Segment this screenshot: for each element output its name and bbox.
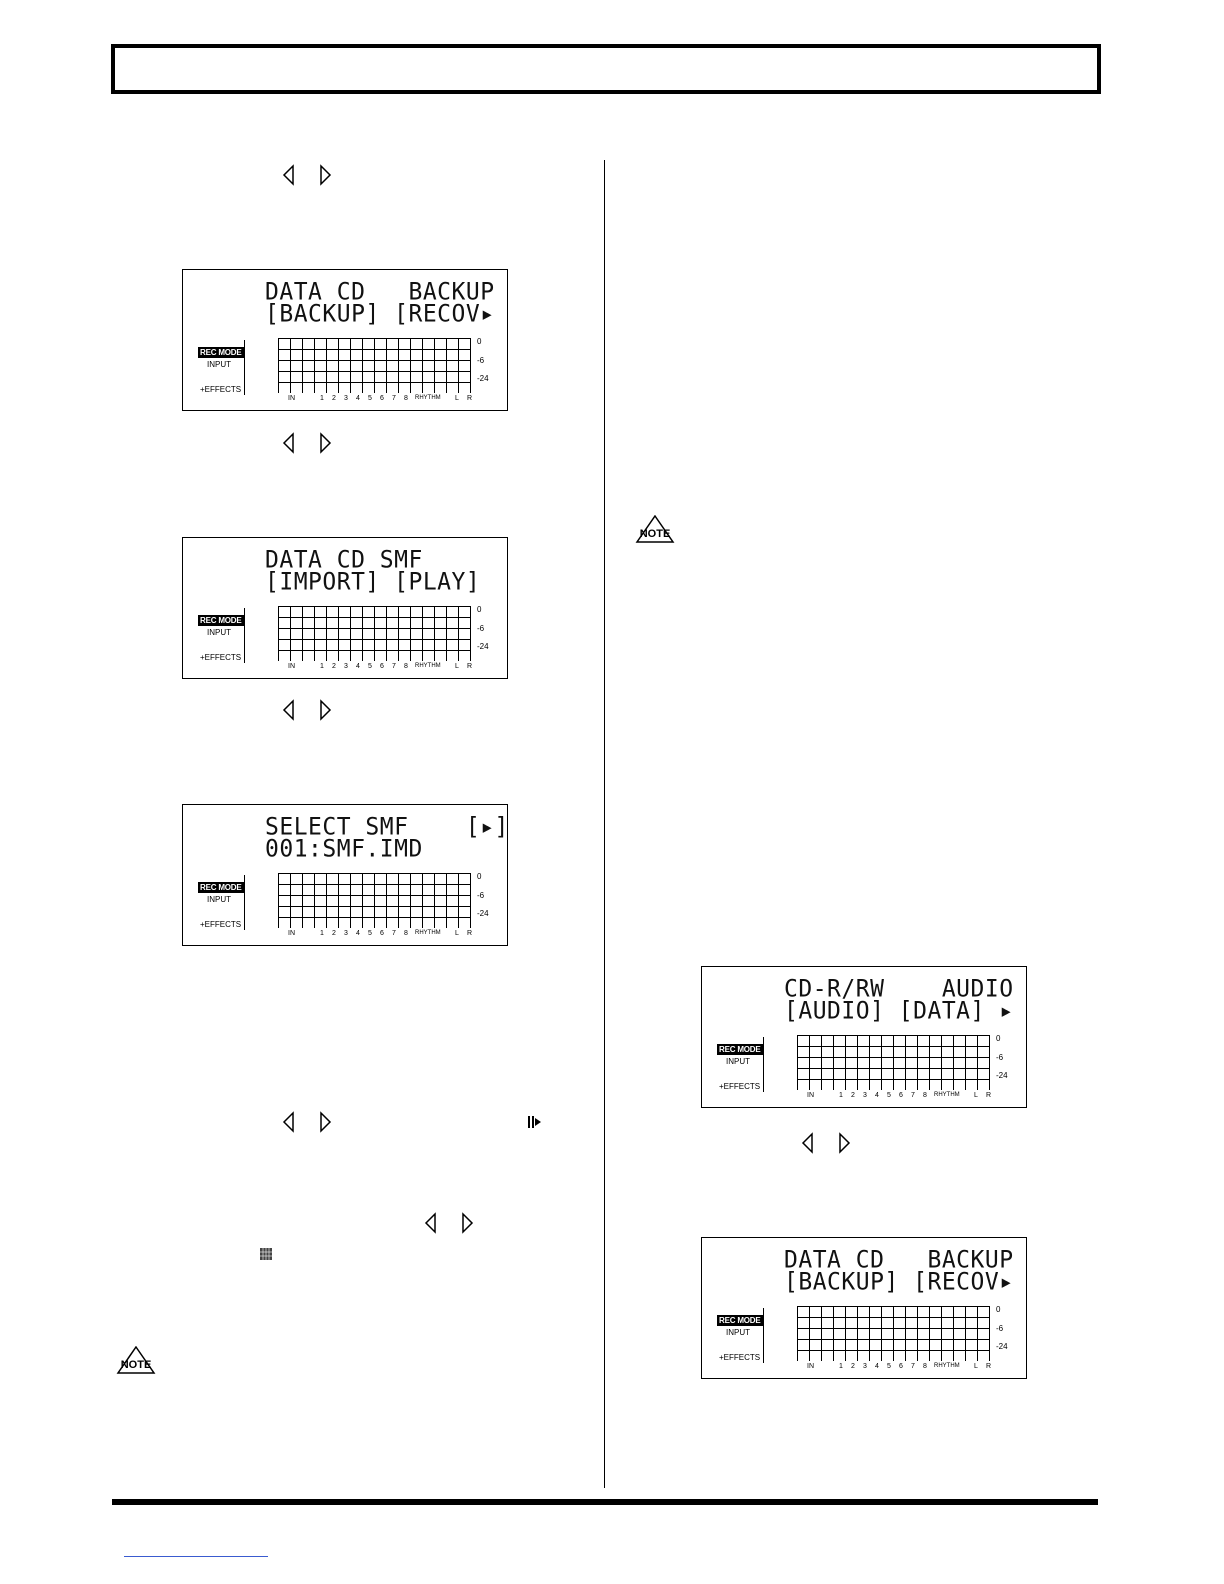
- block-icon: [260, 1248, 272, 1260]
- channel-label: 2: [851, 1363, 855, 1370]
- footer-rule: [112, 1499, 1098, 1505]
- channel-label: 2: [332, 930, 336, 937]
- cursor-left-icon: [284, 166, 293, 184]
- channel-label: 5: [887, 1363, 891, 1370]
- channel-label: 4: [356, 663, 360, 670]
- cursor-left-icon: [284, 701, 293, 719]
- lcd-line-1: SELECT SMF [▸]: [265, 813, 509, 841]
- channel-label: R: [986, 1092, 992, 1099]
- meter-scale-24: -24: [477, 909, 489, 918]
- lcd-line-2: [AUDIO] [DATA] ▸: [784, 997, 1014, 1025]
- channel-label: RHYTHM: [934, 1092, 960, 1098]
- effects-label: +EFFECTS: [719, 1082, 761, 1091]
- note-icon: [116, 1346, 156, 1374]
- cursor-right-icon: [463, 1214, 472, 1232]
- meter-scale-0: 0: [477, 872, 482, 881]
- lcd-line-2: [IMPORT] [PLAY]: [265, 568, 481, 596]
- channel-label: 5: [368, 663, 372, 670]
- cursor-left-icon: [803, 1134, 812, 1152]
- channel-label: 4: [875, 1363, 879, 1370]
- lcd-line-1: DATA CD BACKUP: [265, 278, 495, 306]
- channel-label: R: [467, 930, 473, 937]
- channel-label: 1: [839, 1363, 843, 1370]
- note-icon: [635, 515, 675, 543]
- channel-label: RHYTHM: [415, 395, 441, 401]
- channel-label: 4: [356, 395, 360, 402]
- channel-label: 7: [911, 1092, 915, 1099]
- channel-label: L: [455, 395, 459, 402]
- effects-label: +EFFECTS: [719, 1353, 761, 1362]
- input-label: INPUT: [726, 1057, 750, 1066]
- input-label: INPUT: [207, 360, 231, 369]
- channel-label: 7: [392, 395, 396, 402]
- meter-scale-6: -6: [477, 624, 485, 633]
- channel-label: L: [455, 663, 459, 670]
- meter-scale-0: 0: [996, 1305, 1001, 1314]
- channel-label: 6: [380, 663, 384, 670]
- meter-scale-24: -24: [477, 374, 489, 383]
- svg-text:NOTE: NOTE: [639, 528, 671, 540]
- lcd-line-2: 001:SMF.IMD: [265, 835, 423, 863]
- cursor-right-icon: [321, 701, 330, 719]
- mode-bar: [763, 1308, 764, 1363]
- channel-label: L: [974, 1092, 978, 1099]
- channel-label: 2: [332, 663, 336, 670]
- channel-label: 6: [899, 1092, 903, 1099]
- meter-scale-6: -6: [477, 356, 485, 365]
- channel-label: 5: [368, 395, 372, 402]
- cursor-right-icon: [840, 1134, 849, 1152]
- cursor-arrows: [280, 164, 340, 186]
- input-label: INPUT: [207, 628, 231, 637]
- cursor-right-icon: [321, 1113, 330, 1131]
- rec-mode-label: REC MODE: [200, 348, 242, 357]
- channel-label: RHYTHM: [415, 663, 441, 669]
- channel-label: 1: [320, 663, 324, 670]
- channel-label: RHYTHM: [415, 930, 441, 936]
- svg-text:NOTE: NOTE: [120, 1359, 152, 1371]
- effects-label: +EFFECTS: [200, 653, 242, 662]
- cursor-arrows: [799, 1132, 859, 1154]
- lcd-line-1: CD-R/RW AUDIO: [784, 975, 1014, 1003]
- rec-mode-label: REC MODE: [719, 1045, 761, 1054]
- footer-link-underline: [124, 1556, 268, 1557]
- mode-bar: [244, 608, 245, 663]
- lcd-screen-3: [182, 804, 508, 946]
- channel-label: 7: [392, 930, 396, 937]
- channel-label: 8: [404, 663, 408, 670]
- next-page-icon: [527, 1115, 543, 1129]
- channel-label: L: [455, 930, 459, 937]
- channel-label: 8: [404, 395, 408, 402]
- cursor-arrows: [280, 699, 340, 721]
- column-divider: [604, 160, 605, 1488]
- channel-label: IN: [807, 1092, 814, 1099]
- rec-mode-label: REC MODE: [719, 1316, 761, 1325]
- lcd-line-1: DATA CD BACKUP: [784, 1246, 1014, 1274]
- channel-label: IN: [288, 395, 295, 402]
- lcd-screen-4: [701, 966, 1027, 1108]
- meter-scale-0: 0: [477, 337, 482, 346]
- cursor-left-icon: [284, 434, 293, 452]
- cursor-right-icon: [321, 166, 330, 184]
- channel-label: 8: [404, 930, 408, 937]
- channel-label: 3: [344, 663, 348, 670]
- channel-label: 7: [911, 1363, 915, 1370]
- channel-label: 2: [851, 1092, 855, 1099]
- channel-label: 1: [320, 395, 324, 402]
- channel-label: R: [467, 395, 473, 402]
- level-meter-grid: [278, 338, 474, 393]
- channel-label: 3: [344, 395, 348, 402]
- mode-bar: [244, 875, 245, 930]
- rec-mode-label: REC MODE: [200, 616, 242, 625]
- channel-label: 3: [344, 930, 348, 937]
- lcd-screen-5: [701, 1237, 1027, 1379]
- input-label: INPUT: [207, 895, 231, 904]
- cursor-arrows: [280, 432, 340, 454]
- effects-label: +EFFECTS: [200, 385, 242, 394]
- channel-label: 1: [320, 930, 324, 937]
- channel-label: 2: [332, 395, 336, 402]
- lcd-line-1: DATA CD SMF: [265, 546, 423, 574]
- level-meter-grid: [797, 1306, 993, 1361]
- cursor-right-icon: [321, 434, 330, 452]
- cursor-arrows: [280, 1111, 340, 1133]
- mode-bar: [244, 340, 245, 395]
- channel-label: IN: [807, 1363, 814, 1370]
- channel-label: 5: [887, 1092, 891, 1099]
- channel-label: IN: [288, 663, 295, 670]
- lcd-screen-2: [182, 537, 508, 679]
- channel-label: 3: [863, 1092, 867, 1099]
- cursor-left-icon: [284, 1113, 293, 1131]
- channel-label: 6: [899, 1363, 903, 1370]
- effects-label: +EFFECTS: [200, 920, 242, 929]
- meter-scale-0: 0: [996, 1034, 1001, 1043]
- cursor-left-icon: [426, 1214, 435, 1232]
- channel-label: 7: [392, 663, 396, 670]
- channel-label: 8: [923, 1363, 927, 1370]
- channel-label: 4: [875, 1092, 879, 1099]
- lcd-screen-1: [182, 269, 508, 411]
- mode-bar: [763, 1037, 764, 1092]
- channel-label: R: [986, 1363, 992, 1370]
- meter-scale-24: -24: [996, 1071, 1008, 1080]
- channel-label: 6: [380, 930, 384, 937]
- meter-scale-0: 0: [477, 605, 482, 614]
- lcd-line-2: [BACKUP] [RECOV▸: [784, 1268, 1014, 1296]
- channel-label: 5: [368, 930, 372, 937]
- level-meter-grid: [278, 606, 474, 661]
- channel-label: 6: [380, 395, 384, 402]
- input-label: INPUT: [726, 1328, 750, 1337]
- meter-scale-24: -24: [996, 1342, 1008, 1351]
- meter-scale-6: -6: [996, 1053, 1004, 1062]
- channel-label: L: [974, 1363, 978, 1370]
- lcd-line-2: [BACKUP] [RECOV▸: [265, 300, 495, 328]
- level-meter-grid: [797, 1035, 993, 1090]
- meter-scale-24: -24: [477, 642, 489, 651]
- level-meter-grid: [278, 873, 474, 928]
- cursor-arrows: [422, 1212, 482, 1234]
- channel-label: RHYTHM: [934, 1363, 960, 1369]
- channel-label: R: [467, 663, 473, 670]
- meter-scale-6: -6: [996, 1324, 1004, 1333]
- rec-mode-label: REC MODE: [200, 883, 242, 892]
- chapter-header-box: [111, 44, 1101, 94]
- meter-scale-6: -6: [477, 891, 485, 900]
- channel-label: 4: [356, 930, 360, 937]
- channel-label: 1: [839, 1092, 843, 1099]
- channel-label: 3: [863, 1363, 867, 1370]
- channel-label: IN: [288, 930, 295, 937]
- channel-label: 8: [923, 1092, 927, 1099]
